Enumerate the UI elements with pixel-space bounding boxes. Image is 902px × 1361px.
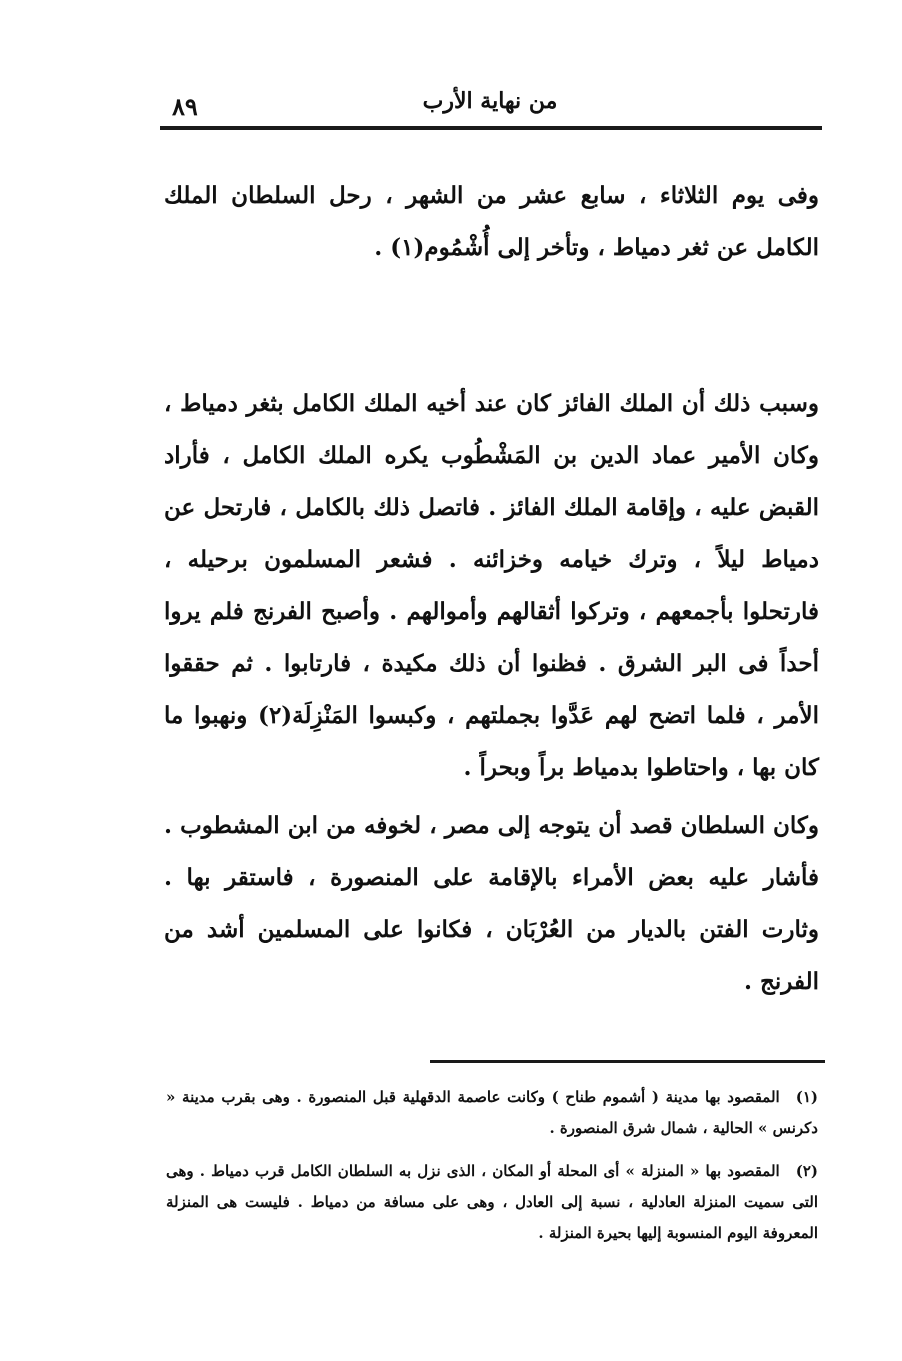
body-paragraph: وفى يوم الثلاثاء ، سابع عشر من الشهر ، رحل السلطان الملك الكامل عن ثغر دمياط ، وتأخر إلى أُشْمُوم(١) . <box>164 182 819 261</box>
footnote-text: المقصود بها « المنزلة » أى المحلة أو المكان ، الذى نزل به السلطان الكامل قرب دمياط . وهى التى سميت المنزلة العادلية ، نسبة إلى العادل ، وهى على مسافة من دمياط . فليست هى المنزلة المعروفة اليوم المنسوبة إليها بحيرة المنزلة . <box>166 1162 818 1242</box>
footnote <box>166 1082 818 1144</box>
footnote-number: (٢) <box>795 1162 818 1180</box>
footnote-number: (١) <box>795 1088 818 1106</box>
footnote-rule <box>430 1060 825 1063</box>
body-paragraph: وكان السلطان قصد أن يتوجه إلى مصر ، لخوفه من ابن المشطوب . فأشار عليه بعض الأمراء بالإقامة على المنصورة ، فاستقر بها . وثارت الفتن بالديار من العُرْبَان ، فكانوا على المسلمين أشد من الفرنج . <box>164 812 819 995</box>
page-number: ٨٩ <box>172 92 198 121</box>
page-header <box>160 82 820 124</box>
body-paragraph: وسبب ذلك أن الملك الفائز كان عند أخيه الملك الكامل بثغر دمياط ، وكان الأمير عماد الدين بن المَشْطُوب يكره الملك الكامل ، فأراد القبض عليه ، وإقامة الملك الفائز . فاتصل ذلك بالكامل ، فارتحل عن دمياط ليلاً ، وترك خيامه وخزائنه . فشعر المسلمون برحيله ، فارتحلوا بأجمعهم ، وتركوا أثقالهم وأموالهم . وأصبح الفرنج فلم يروا أحداً فى البر الشرق . فظنوا أن ذلك مكيدة ، فارتابوا . ثم حققوا الأمر ، فلما اتضح لهم عَدَّوا بجملتهم ، وكبسوا المَنْزِلَة(٢) ونهبوا ما كان بها ، واحتاطوا بدمياط براً وبحراً . <box>164 390 820 781</box>
footnote <box>166 1156 818 1249</box>
footnote-text: المقصود بها مدينة ( أشموم طناح ) وكانت عاصمة الدقهلية قبل المنصورة . وهى بقرب مدينة « دكرنس » الحالية ، شمال شرق المنصورة . <box>166 1088 818 1137</box>
header-rule <box>160 126 822 130</box>
running-title: من نهاية الأرب <box>422 88 558 114</box>
